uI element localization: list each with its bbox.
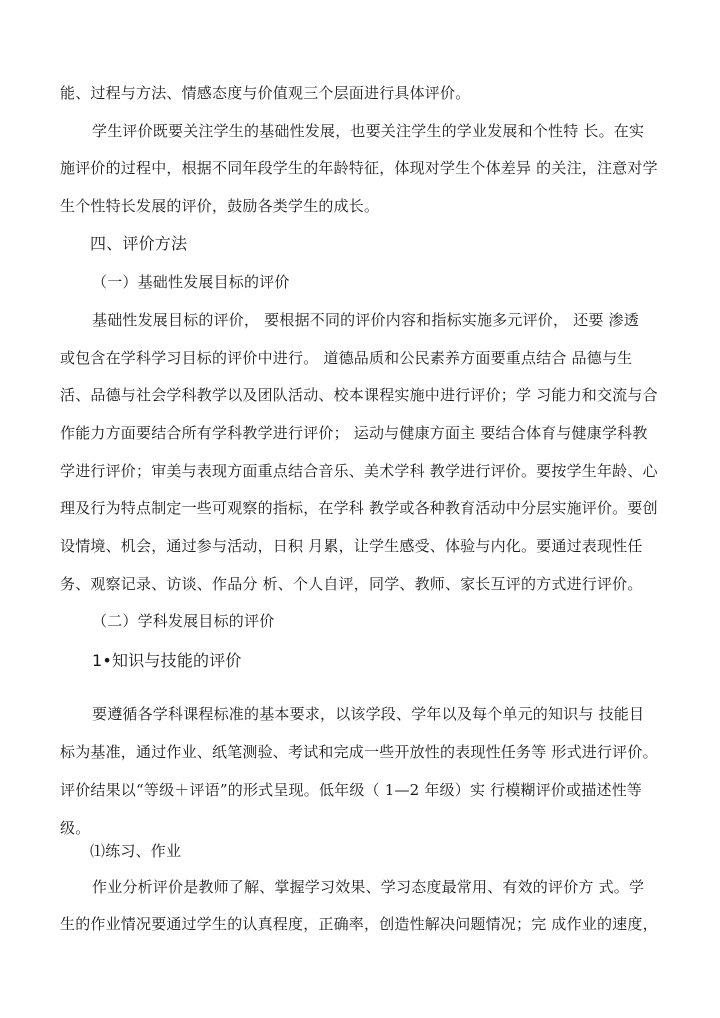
paragraph-line: 或包含在学科学习目标的评价中进行。 道德品质和公民素养方面要重点结合 品德与生 <box>60 349 633 367</box>
paragraph-line: 要遵循各学科课程标准的基本要求，以该学段、学年以及每个单元的知识与 技能目 <box>92 705 645 723</box>
paragraph-line: 施评价的过程中，根据不同年段学生的年龄特征，体现对学生个体差异 的关注，注意对学 <box>60 159 658 177</box>
paragraph-line: 评价结果以“等级＋评语”的形式呈现。低年级（ 1—2 年级）实 行模糊评价或描述性等 <box>60 781 643 799</box>
subsection-heading: （一）基础性发展目标的评价 <box>92 273 290 291</box>
paragraph-line: 作能力方面要结合所有学科教学进行评价； 运动与健康方面主 要结合体育与健康学科教 <box>60 424 648 442</box>
paragraph-line: 生个性特长发展的评价，鼓励各类学生的成长。 <box>60 197 380 215</box>
subsection-heading: （二）学科发展目标的评价 <box>92 612 275 630</box>
paragraph-line: 基础性发展目标的评价， 要根据不同的评价内容和指标实施多元评价， 还要 渗透 <box>92 311 639 329</box>
text-line: 能、过程与方法、情感态度与价值观三个层面进行具体评价。 <box>60 84 471 102</box>
paragraph-line: 级。 <box>60 819 91 837</box>
paragraph-line: 学进行评价；审美与表现方面重点结合音乐、美术学科 教学进行评价。要按学生年龄、心 <box>60 462 658 480</box>
paragraph-line: 学生评价既要关注学生的基础性发展，也要关注学生的学业发展和个性特 长。在实 <box>92 122 645 140</box>
paragraph-line: 标为基准，通过作业、纸笔测验、考试和完成一些开放性的表现性任务等 形式进行评价。 <box>60 743 658 761</box>
paragraph-line: 作业分析评价是教师了解、掌握学习效果、学习态度最常用、有效的评价方 式。学 <box>92 878 645 896</box>
paragraph-line: 务、观察记录、访谈、作品分 析、个人自评，同学、教师、家长互评的方式进行评价。 <box>60 575 643 593</box>
item-heading: ⑴练习、作业 <box>90 842 182 860</box>
section-heading: 四、评价方法 <box>90 234 188 253</box>
paragraph-line: 理及行为特点制定一些可观察的指标，在学科 教学或各种教育活动中分层实施评价。要创 <box>60 499 658 517</box>
sub-subsection-heading: 1•知识与技能的评价 <box>92 651 242 670</box>
paragraph-line: 设情境、机会，通过参与活动，日积 月累，让学生感受、体验与内化。要通过表现性任 <box>60 537 643 555</box>
paragraph-line: 生的作业情况要通过学生的认真程度，正确率，创造性解决问题情况；完 成作业的速度， <box>60 915 658 933</box>
paragraph-line: 活、品德与社会学科教学以及团队活动、校本课程实施中进行评价；学 习能力和交流与合 <box>60 386 658 404</box>
